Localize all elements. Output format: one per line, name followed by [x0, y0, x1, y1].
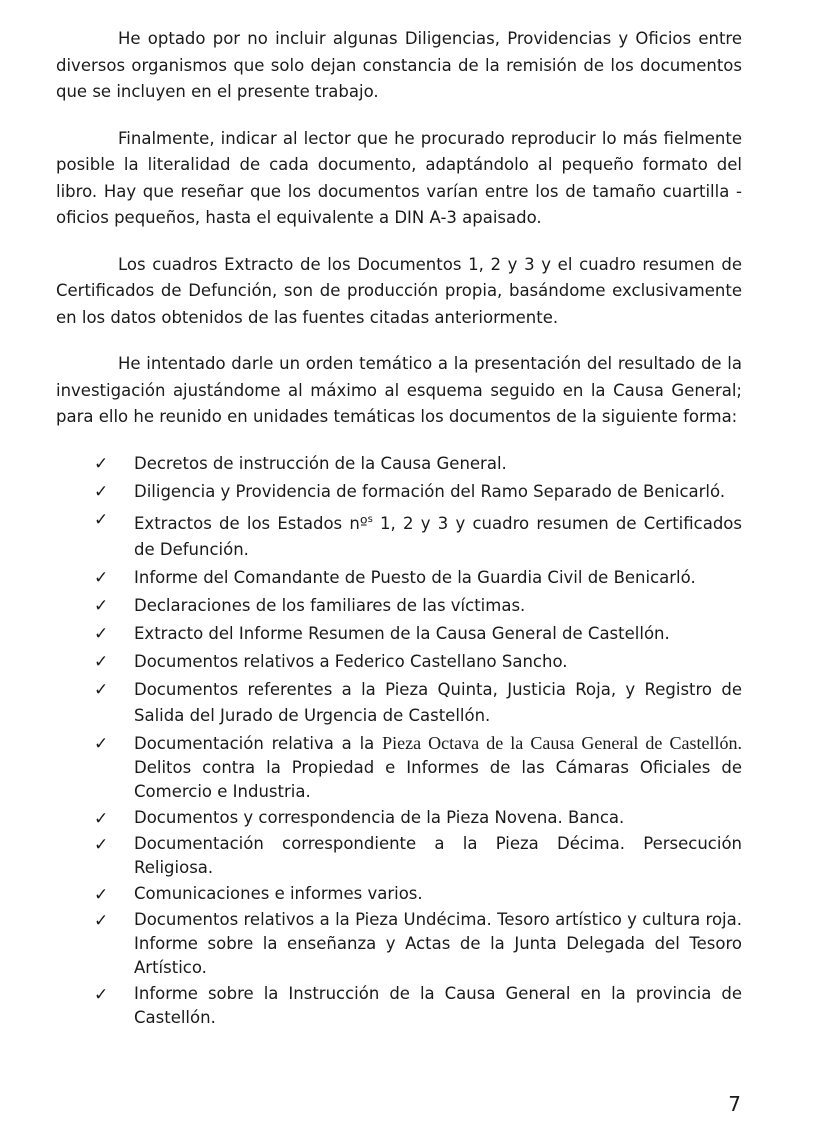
list-item [56, 731, 742, 804]
list-item-text: Documentación correspondiente a la Pieza Décima. Persecución Religiosa. [134, 833, 742, 877]
list-item [56, 677, 742, 729]
checkmark-icon: ✓ [94, 567, 109, 588]
list-item [56, 806, 742, 830]
checkmark-icon: ✓ [94, 679, 109, 700]
list-item-text-part: Delitos contra la Propiedad e Informes de las Cámaras Oficiales de Comercio e Industria. [134, 757, 742, 801]
checkmark-icon: ✓ [94, 984, 109, 1005]
list-item [56, 507, 742, 563]
list-item-text [134, 514, 742, 559]
list-item-text: Documentos relativos a la Pieza Undécima. Tesoro artístico y cultura roja. Informe sobre la enseñanza y Actas de la Junta Delegada del Tesoro Artístico. [134, 909, 742, 977]
checkmark-icon: ✓ [94, 509, 109, 530]
list-item [56, 882, 742, 906]
list-item-text: Informe del Comandante de Puesto de la Guardia Civil de Benicarló. [134, 567, 696, 587]
paragraph-4: He intentado darle un orden temático a la presentación del resultado de la investigación ajustándome al máximo al esquema seguido en la Causa General; para ello he reunido en unidades temáticas los documentos de la siguiente forma: [56, 354, 742, 426]
checkmark-icon: ✓ [94, 733, 109, 754]
list-item-text: Declaraciones de los familiares de las víctimas. [134, 595, 526, 615]
paragraph-3: Los cuadros Extracto de los Documentos 1, 2 y 3 y el cuadro resumen de Certificados de Defunción, son de producción propia, basándome exclusivamente en los datos obtenidos de las fuentes citadas anteriormente. [56, 254, 742, 327]
checkmark-icon: ✓ [94, 453, 109, 474]
checkmark-icon: ✓ [94, 595, 109, 616]
list-item [56, 621, 742, 647]
list-item [56, 479, 742, 505]
document-list [56, 451, 742, 1030]
list-item-text [134, 734, 742, 801]
checkmark-icon: ✓ [94, 834, 109, 855]
list-item [56, 832, 742, 880]
list-item [56, 649, 742, 675]
list-item [56, 565, 742, 591]
checkmark-icon: ✓ [94, 910, 109, 931]
checkmark-icon: ✓ [94, 623, 109, 644]
list-item-text: Comunicaciones e informes varios. [134, 883, 423, 903]
list-item [56, 908, 742, 980]
list-item-text: Documentos relativos a Federico Castellano Sancho. [134, 651, 568, 671]
list-item-text: Documentos y correspondencia de la Pieza Novena. Banca. [134, 807, 625, 827]
document-page [56, 26, 742, 1032]
list-item-text: Diligencia y Providencia de formación del Ramo Separado de Benicarló. [134, 481, 726, 501]
list-item-text-part: Documentación relativa a la [134, 733, 383, 753]
page-number: 7 [728, 1092, 741, 1116]
list-item-text: Extracto del Informe Resumen de la Causa General de Castellón. [134, 623, 670, 643]
list-item-text-serif: Pieza Octava de la Causa General de Castellón. [382, 732, 742, 753]
checkmark-icon: ✓ [94, 481, 109, 502]
checkmark-icon: ✓ [94, 651, 109, 672]
list-item [56, 982, 742, 1030]
list-item-text-part: 1, 2 y 3 y cuadro resumen de Certificados de Defunción. [134, 513, 742, 559]
list-item-text: Decretos de instrucción de la Causa General. [134, 453, 507, 473]
list-item-text: Informe sobre la Instrucción de la Causa General en la provincia de Castellón. [134, 983, 742, 1027]
list-item [56, 593, 742, 619]
paragraph-2: Finalmente, indicar al lector que he procurado reproducir lo más fielmente posible la literalidad de cada documento, adaptándolo al pequeño formato del libro. Hay que reseñar que los documentos varían entre los de tamaño cuartilla - oficios pequeños, hasta el equivalente a DIN A-3 apaisado. [56, 128, 742, 227]
checkmark-icon: ✓ [94, 884, 109, 905]
paragraph-1: He optado por no incluir algunas Diligencias, Providencias y Oficios entre diversos organismos que solo dejan constancia de la remisión de los documentos que se incluyen en el presente trabajo. [56, 29, 742, 101]
list-item [56, 451, 742, 477]
checkmark-icon: ✓ [94, 808, 109, 829]
list-item-text-part: Extractos de los Estados nº [134, 513, 368, 533]
ordinal-superscript: s [367, 513, 373, 525]
list-item-text: Documentos referentes a la Pieza Quinta, Justicia Roja, y Registro de Salida del Jurado de Urgencia de Castellón. [134, 679, 742, 725]
